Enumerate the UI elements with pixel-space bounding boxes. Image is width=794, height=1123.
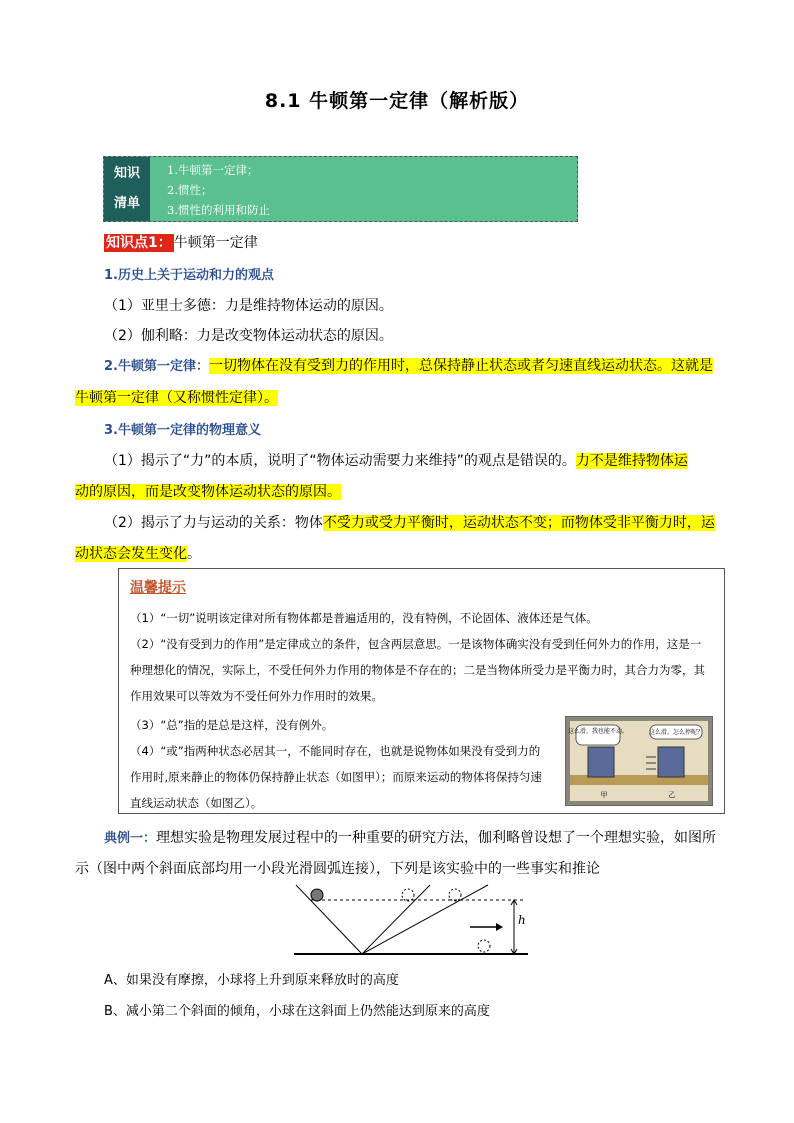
right-incline-shallow [362, 885, 488, 954]
highlighted-text: 一切物体在没有受到力的作用时，总保持静止状态或者匀速直线运动状态。这就是 [208, 358, 713, 374]
section-heading: 3.牛顿第一定律的物理意义 [104, 423, 261, 438]
knowledge-list-header [104, 157, 150, 221]
paragraph [75, 543, 201, 563]
ball-position [449, 889, 461, 901]
ball-position [478, 940, 490, 952]
section-heading: 2.牛顿第一定律： [104, 359, 209, 374]
text: （1）揭示了“力”的本质，说明了“物体运动需要力来维持”的观点是错误的。 [104, 453, 576, 469]
paragraph: （1）亚里士多德：力是维持物体运动的原因。 [104, 298, 393, 314]
arrow-icon [496, 923, 503, 931]
option-b: B、减小第二个斜面的倾角，小球在这斜面上仍然能达到原来的高度 [104, 1004, 490, 1019]
tip-box [118, 568, 725, 814]
paragraph [104, 827, 716, 847]
paragraph [104, 355, 713, 375]
tip-paragraph: （1）“一切”说明该定律对所有物体都是普遍适用的，没有特例，不论固体、液体还是气体。 [130, 611, 598, 625]
text: （2）揭示了力与运动的关系：物体 [104, 515, 323, 531]
tip-paragraph: 作用时,原来静止的物体仍保持静止状态（如图甲）；而原来运动的物体将保持匀速 [130, 770, 542, 784]
image-label: 乙 [668, 791, 676, 799]
text: 。 [187, 546, 201, 562]
knowledge-items [150, 157, 270, 221]
knowledge-item: 3.惯性的利用和防止 [167, 203, 270, 217]
knowledge-point-tag: 知识点1： [106, 235, 172, 251]
text: 理想实验是物理发展过程中的一种重要的研究方法，伽利略曾设想了一个理想实验，如图所 [156, 830, 717, 846]
tip-paragraph: （2）“没有受到力的作用”是定律成立的条件，包含两层意思。一是该物体确实没有受到任何外力的作用，这是一 [130, 637, 702, 651]
inertia-cartoon-image [565, 716, 713, 806]
knowledge-header-line1: 知识 [113, 166, 140, 181]
highlighted-text: 动状态会发生变化 [75, 546, 187, 562]
incline-experiment-diagram [290, 882, 540, 962]
highlighted-text: 动的原因，而是改变物体运动状态的原因。 [75, 484, 341, 500]
bubble-text: 这么滑，怎么停呢？ [648, 729, 704, 736]
knowledge-point-heading [104, 232, 258, 252]
inertia-cartoon-drawing [566, 717, 712, 805]
section-heading: 1.历史上关于运动和力的观点 [104, 268, 274, 283]
knowledge-list-box [103, 156, 578, 222]
tip-title: 温馨提示 [130, 580, 186, 596]
paragraph [104, 512, 715, 532]
highlighted-text: 力不是维持物体运 [575, 453, 688, 469]
paragraph [75, 387, 278, 407]
page-title: 8.1 牛顿第一定律（解析版） [264, 90, 530, 112]
right-incline-steep [362, 885, 430, 954]
paragraph: 示（图中两个斜面底部均用一小段光滑圆弧连接），下列是该实验中的一些事实和推论 [75, 861, 600, 877]
image-label: 甲 [600, 791, 608, 799]
example-label: 典例一： [104, 831, 157, 846]
tip-paragraph: 种理想化的情况，实际上，不受任何外力作用的物体是不存在的；二是当物体所受力是平衡力时，其合力为零，其 [130, 663, 705, 677]
height-label: h [518, 913, 526, 927]
ball-position [402, 889, 414, 901]
paragraph: （2）伽利略：力是改变物体运动状态的原因。 [104, 328, 393, 344]
bubble-text: 这么滑，我也能不动。 [567, 728, 629, 735]
knowledge-item: 1.牛顿第一定律； [167, 163, 259, 177]
knowledge-header-line2: 清单 [113, 196, 140, 211]
highlighted-text: 不受力或受力平衡时，运动状态不变；而物体受非平衡力时，运 [322, 515, 715, 531]
paragraph [104, 450, 688, 470]
tip-paragraph: 直线运动状态（如图乙）。 [130, 796, 263, 810]
left-incline [296, 885, 362, 954]
option-a: A、如果没有摩擦，小球将上升到原来释放时的高度 [104, 973, 399, 988]
ball-released [311, 889, 323, 901]
tip-paragraph: （3）“总”指的是总是这样，没有例外。 [130, 718, 334, 732]
tip-paragraph: （4）“或”指两种状态必居其一，不能同时存在，也就是说物体如果没有受到力的 [130, 744, 541, 758]
highlighted-text: 牛顿第一定律（又称惯性定律）。 [75, 390, 278, 406]
knowledge-point-label: 牛顿第一定律 [173, 235, 258, 251]
tip-paragraph: 作用效果可以等效为不受任何外力作用时的效果。 [130, 689, 383, 703]
knowledge-item: 2.惯性； [167, 183, 213, 197]
paragraph [75, 481, 341, 501]
